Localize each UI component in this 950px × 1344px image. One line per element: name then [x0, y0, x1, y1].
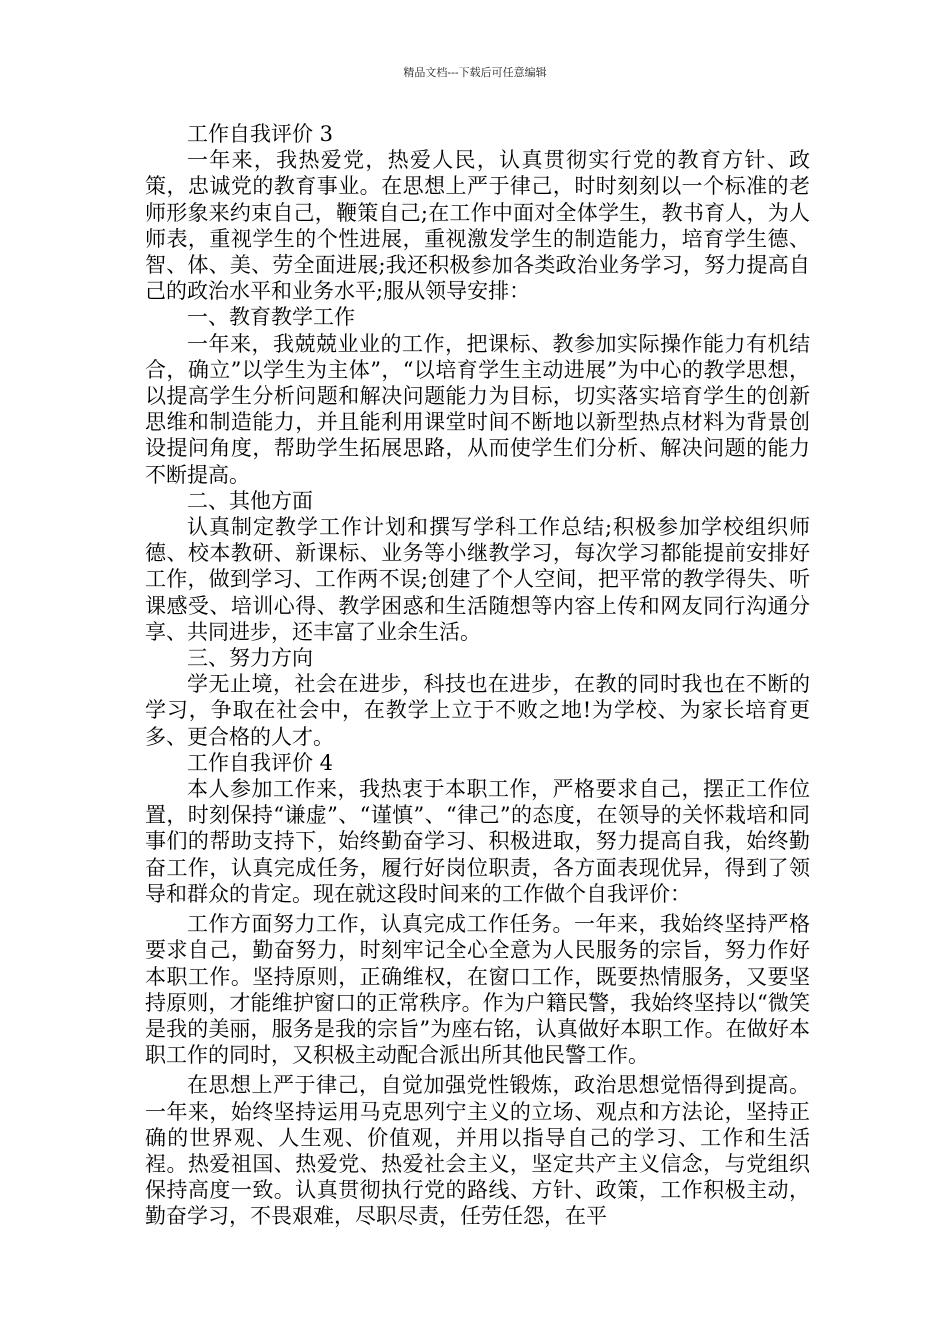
paragraph-work-aspect: 工作方面努力工作，认真完成工作任务。一年来，我始终坚持严格要求自己，勤奋努力，时刻牢记全心全意为人民服务的宗旨，努力作好本职工作。坚持原则，正确维权，在窗口工作，既要热情服务，又要坚持原则，才能维护窗口的正常秩序。作为户籍民警，我始终坚持以“微笑是我的美丽，服务是我的宗旨”为座右铭，认真做好本职工作。在做好本职工作的同时，又积极主动配合派出所其他民警工作。	[145, 912, 810, 1068]
paragraph-effort-direction: 学无止境，社会在进步，科技也在进步，在教的同时我也在不断的学习，争取在社会中，在教学上立于不败之地!为学校、为家长培育更多、更合格的人才。	[145, 672, 810, 749]
heading-teaching-work: 一、教育教学工作	[187, 305, 355, 330]
paragraph-other-aspects: 认真制定教学工作计划和撰写学科工作总结;积极参加学校组织师德、校本教研、新课标、业务等小继教学习，每次学习都能提前安排好工作，做到学习、工作两不误;创建了个人空间，把平常的教学得失、听课感受、培训心得、教学困惑和生活随想等内容上传和网友同行沟通分享、共同进步，还丰富了业余生活。	[145, 515, 810, 644]
page-header: 精品文档---下载后可任意编辑	[403, 66, 547, 79]
paragraph-intro: 一年来，我热爱党，热爱人民，认真贯彻实行党的教育方针、政策，忠诚党的教育事业。在思想上严于律己，时时刻刻以一个标准的老师形象来约束自己，鞭策自己;在工作中面对全体学生，教书育人，为人师表，重视学生的个性进展，重视激发学生的制造能力，培育学生德、智、体、美、劳全面进展;我还积极参加各类政治业务学习，努力提高自己的政治水平和业务水平;服从领导安排：	[145, 148, 810, 304]
document-body	[145, 121, 810, 1230]
paragraph-evaluation-4-intro: 本人参加工作来，我热衷于本职工作，严格要求自己，摆正工作位置，时刻保持“谦虚”、“谨慎”、“律己”的态度，在领导的关怀栽培和同事们的帮助支持下，始终勤奋学习、积极进取，努力提高自我，始终勤奋工作，认真完成任务，履行好岗位职责，各方面表现优异，得到了领导和群众的肯定。现在就这段时间来的工作做个自我评价：	[145, 777, 810, 906]
heading-effort-direction: 三、努力方向	[187, 646, 313, 671]
section-title-evaluation-4: 工作自我评价 4	[187, 750, 334, 775]
paragraph-ideology: 在思想上严于律己，自觉加强党性锻炼，政治思想觉悟得到提高。一年来，始终坚持运用马克思列宁主义的立场、观点和方法论，坚持正确的世界观、人生观、价值观，并用以指导自己的学习、工作和生活裎。热爱祖国、热爱党、热爱社会主义，坚定共产主义信念，与党组织保持高度一致。认真贯彻执行党的路线、方针、政策，工作积极主动，勤奋学习，不畏艰难，尽职尽责，任劳任怨，在平	[145, 1073, 810, 1229]
paragraph-teaching-work: 一年来，我兢兢业业的工作，把课标、教参加实际操作能力有机结合，确立”以学生为主体”，“以培育学生主动进展”为中心的教学思想，以提高学生分析问题和解决问题能力为目标，切实落实培育学生的创新思维和制造能力，并且能利用课堂时间不断地以新型热点材料为背景创设提问角度，帮助学生拓展思路，从而使学生们分析、解决问题的能力不断提高。	[145, 331, 810, 487]
section-title-evaluation-3: 工作自我评价 3	[187, 122, 334, 146]
heading-other-aspects: 二、其他方面	[187, 488, 313, 513]
